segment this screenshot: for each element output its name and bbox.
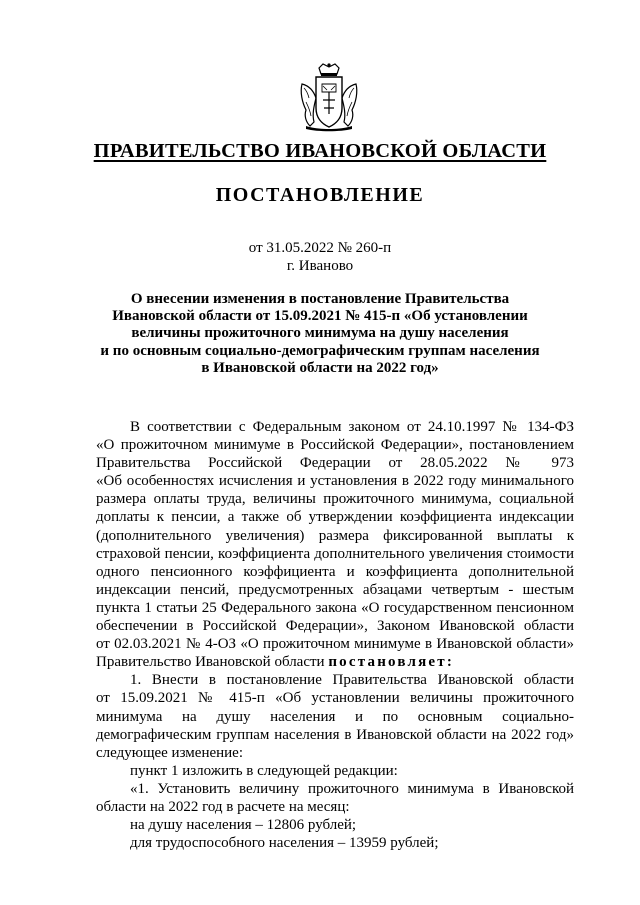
- government-title: ПРАВИТЕЛЬСТВО ИВАНОВСКОЙ ОБЛАСТИ: [93, 140, 547, 162]
- amount-line: на душу населения – 12806 рублей;: [130, 817, 357, 834]
- preamble-line: индексации пенсий, предусмотренных абзацами четвертым - шестым: [96, 581, 574, 598]
- resolution-prefix: Правительство Ивановской области: [96, 654, 329, 671]
- item1-line: 1. Внести в постановление Правительства Ивановской области: [130, 672, 574, 689]
- document-body: [96, 418, 574, 852]
- preamble-line: «О прожиточном минимуме в Российской Федерации», постановлением: [96, 437, 574, 454]
- item1-line: от 15.09.2021 № 415-п «Об установлении величины прожиточного: [96, 690, 574, 707]
- item1-line: следующее изменение:: [96, 744, 244, 761]
- preamble-line: пункта 1 статьи 25 Федерального закона «О государственном пенсионном: [96, 599, 574, 616]
- preamble-line: страховой пенсии, коэффициента дополнительного увеличения стоимости: [96, 545, 574, 562]
- preamble-line: обеспечении в Российской Федерации», Законом Ивановской области: [96, 618, 574, 635]
- quote-line: «1. Установить величину прожиточного минимума в Ивановской: [130, 780, 574, 797]
- title-line: в Ивановской области на 2022 год»: [201, 359, 439, 376]
- resolution-line: [96, 653, 574, 671]
- document-date-number: от 31.05.2022 № 260-п: [248, 240, 392, 256]
- preamble-line: (дополнительного увеличения) размера фиксированной выплаты к: [96, 527, 574, 544]
- preamble-line: одного пенсионного коэффициента и коэффициента дополнительной: [96, 563, 574, 580]
- preamble-line: Правительства Российской Федерации от 28.05.2022 № 973: [96, 455, 574, 472]
- title-line: О внесении изменения в постановление Правительства: [130, 291, 510, 307]
- preamble-line: «Об особенностях исчисления и установления в 2022 году минимального: [96, 473, 574, 490]
- document-type: ПОСТАНОВЛЕНИЕ: [215, 184, 425, 206]
- point-intro: пункт 1 изложить в следующей редакции:: [130, 762, 398, 779]
- document-city: г. Иваново: [286, 258, 354, 274]
- preamble-line: размера оплаты труда, величины прожиточного минимума, социальной: [96, 491, 574, 508]
- document-title: [80, 291, 560, 377]
- title-line: Ивановской области от 15.09.2021 № 415-п «Об установлении: [112, 308, 528, 325]
- quote-line: области на 2022 год в расчете на месяц:: [96, 798, 350, 815]
- preamble-line: В соответствии с Федеральным законом от 24.10.1997 № 134-ФЗ: [130, 419, 574, 435]
- title-line: и по основным социально-демографическим группам населения: [100, 342, 540, 359]
- preamble-line: доплаты к пенсии, а также об утверждении коэффициента индексации: [96, 509, 574, 526]
- item1-line: демографическим группам населения в Ивановской области на 2022 год»: [96, 726, 574, 743]
- coat-of-arms-icon: [294, 62, 364, 132]
- title-line: величины прожиточного минимума на душу населения: [131, 325, 509, 342]
- item1-line: минимума на душу населения и по основным социально-: [96, 708, 574, 725]
- preamble-line: от 02.03.2021 № 4-ОЗ «О прожиточном минимуме в Ивановской области»: [96, 636, 574, 653]
- amount-line: для трудоспособного населения – 13959 рублей;: [130, 835, 439, 852]
- resolution-word: постановляет:: [328, 654, 455, 671]
